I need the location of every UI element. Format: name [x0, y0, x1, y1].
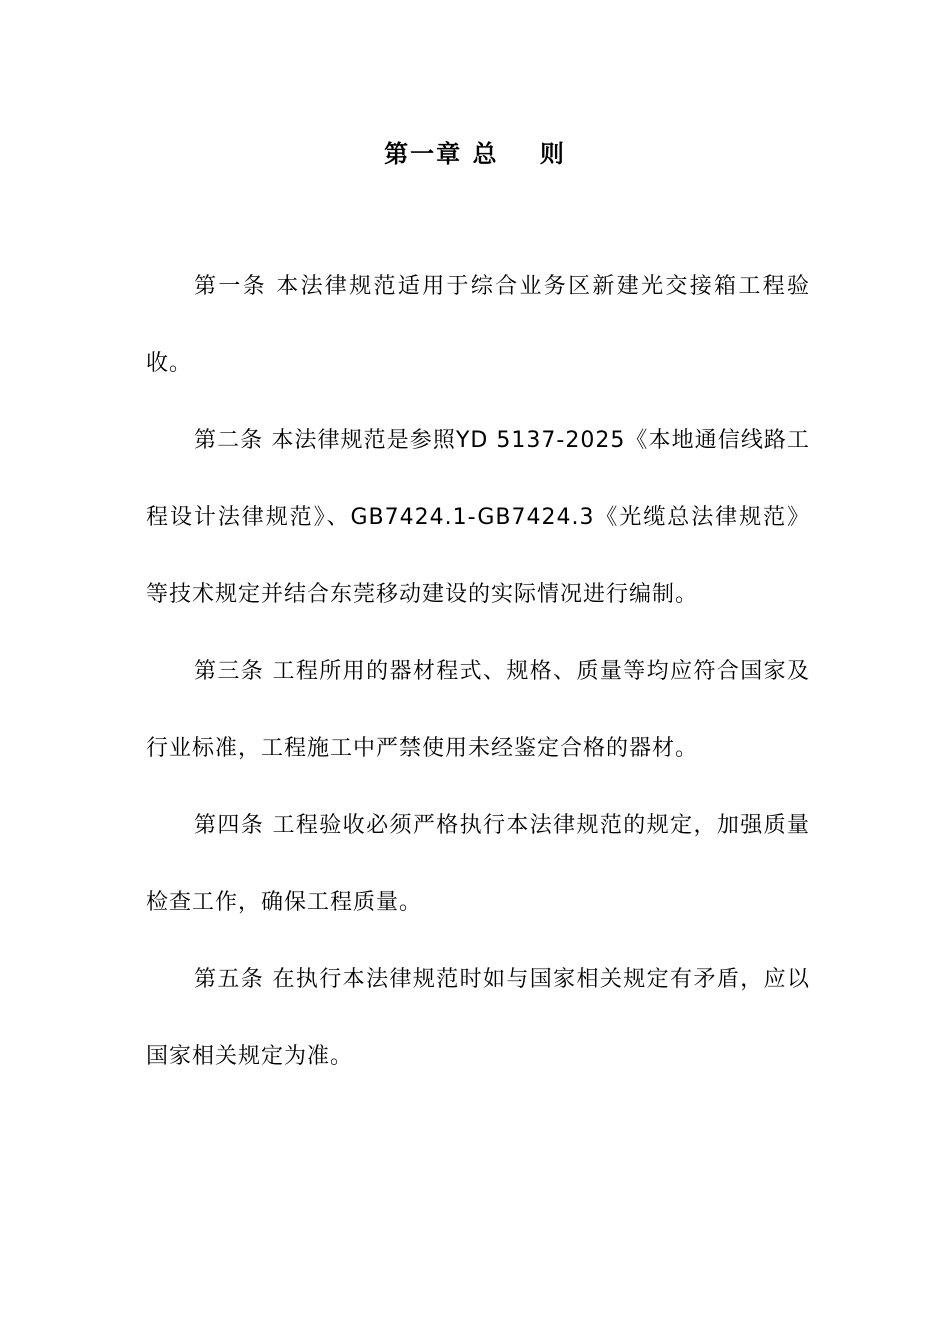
- article-3: 第三条 工程所用的器材程式、规格、质量等均应符合国家及行业标准，工程施工中严禁使用未经鉴定合格的器材。: [146, 659, 810, 761]
- article-4: 第四条 工程验收必须严格执行本法律规范的规定，加强质量检查工作，确保工程质量。: [146, 813, 810, 915]
- article-1: 第一条 本法律规范适用于综合业务区新建光交接箱工程验收。: [146, 274, 810, 376]
- article-5: 第五条 在执行本法律规范时如与国家相关规定有矛盾，应以国家相关规定为准。: [146, 967, 810, 1069]
- article-2: 第二条 本法律规范是参照YD 5137-2025《本地通信线路工程设计法律规范》、GB7424.1-GB7424.3《光缆总法律规范》等技术规定并结合东莞移动建设的实际情况进行编制。: [146, 428, 810, 607]
- chapter-title: 第一章 总 则: [384, 140, 566, 168]
- articles-body: [146, 248, 810, 1095]
